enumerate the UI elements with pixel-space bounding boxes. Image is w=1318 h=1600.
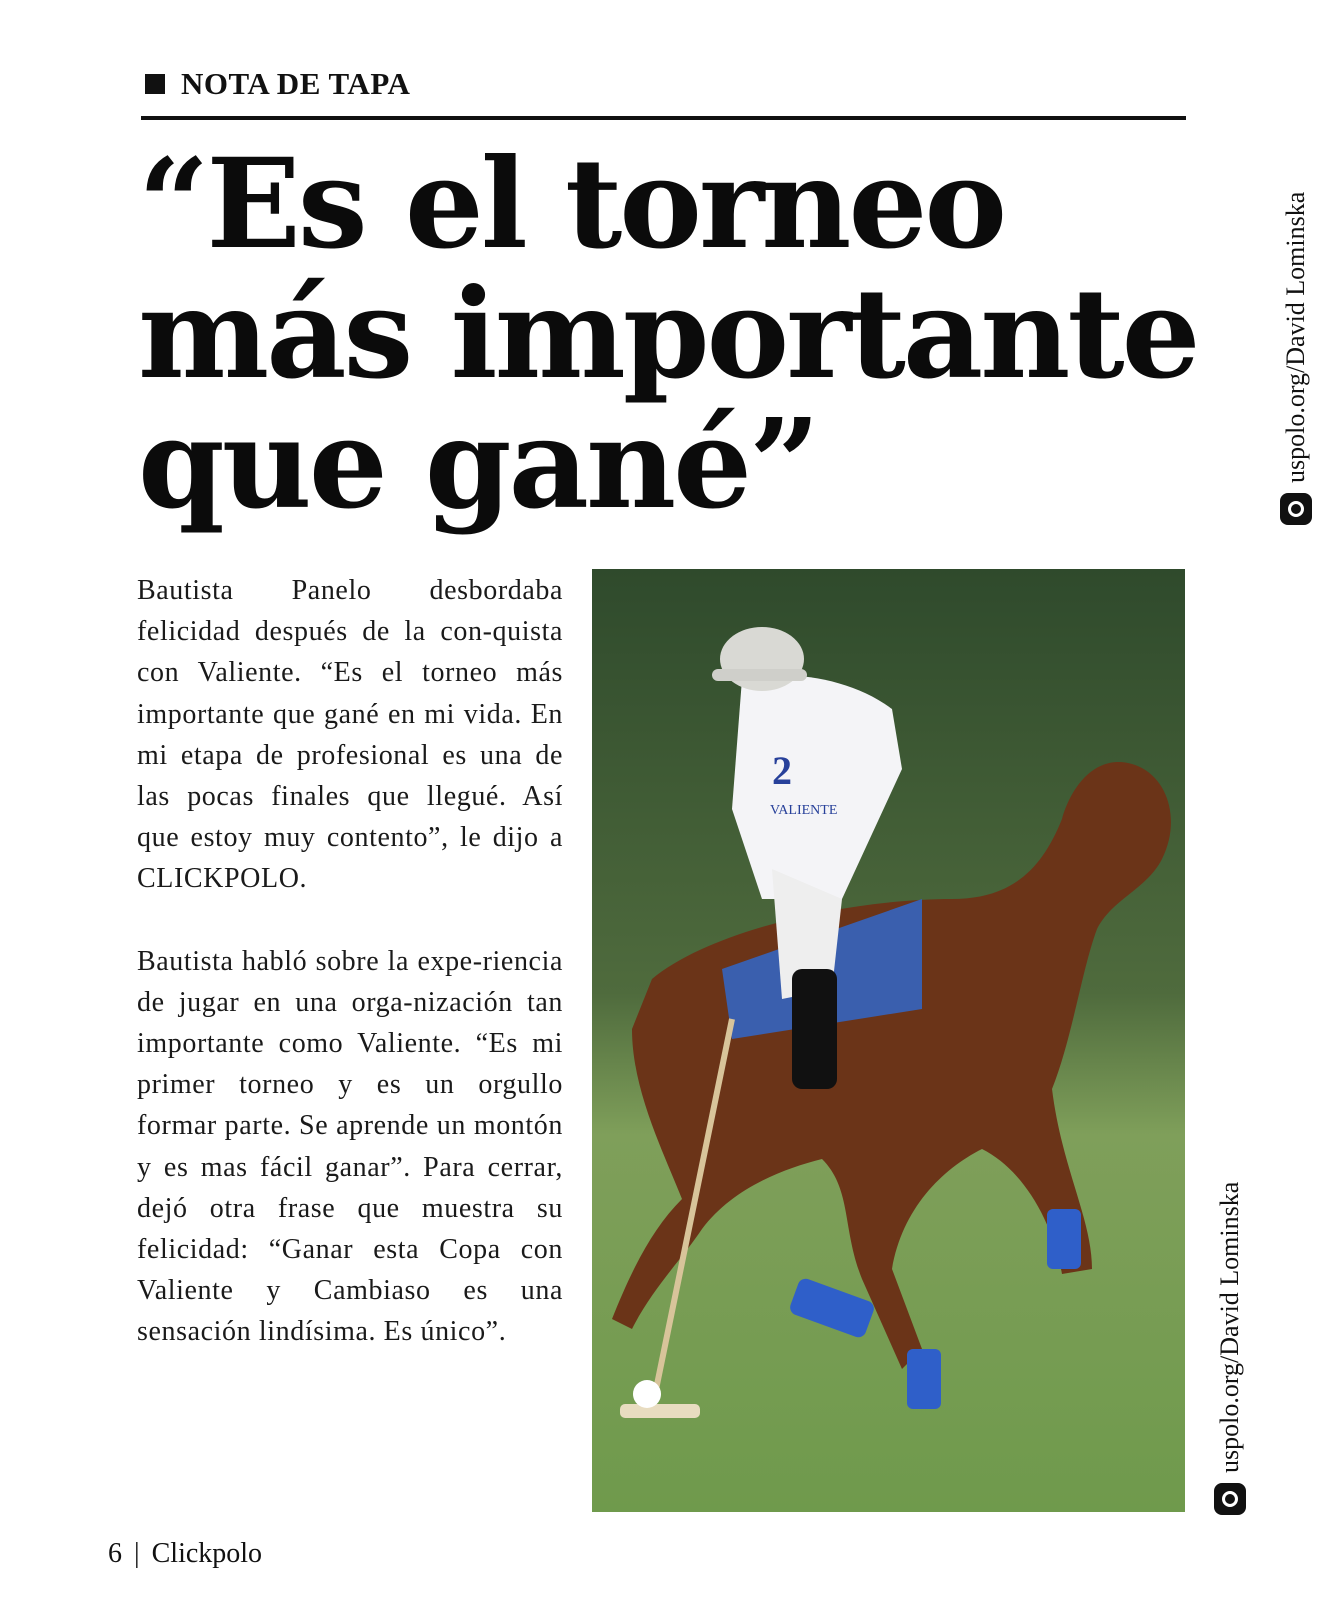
header-rule (141, 116, 1186, 120)
headline-line-1: “Es el torneo (138, 132, 1005, 277)
jersey-number: 2 (772, 748, 792, 793)
photo-credit-bottom (1214, 1182, 1246, 1515)
jersey-brand: VALIENTE (770, 803, 838, 818)
photo-credit-text: uspolo.org/David Lominska (1281, 191, 1310, 483)
article-paragraph-1: Bautista Panelo desbordaba felicidad después de la con-quista con Valiente. “Es el torneo más importante que gané en mi vida. En mi etapa de profesional es una de las pocas finales que llegué. Así que estoy muy contento”, le dijo a CLICKPOLO. (137, 575, 563, 895)
headline-line-2: más importante (138, 262, 1198, 407)
camera-icon (1280, 493, 1312, 525)
headline (138, 132, 1198, 537)
article-body (137, 570, 563, 1353)
article-paragraph-2: Bautista habló sobre la expe-riencia de jugar en una orga-nización tan importante como Valiente. “Es mi primer torneo y es un orgullo formar parte. Se aprende un montón y es mas fácil ganar”. Para cerrar, dejó otra frase que muestra su felicidad: “Ganar esta Copa con Valiente y Cambiaso es una sensación lindísima. Es único”. (137, 945, 563, 1348)
section-label (145, 64, 410, 104)
photo-credit-text: uspolo.org/David Lominska (1215, 1181, 1244, 1473)
footer-separator: | (134, 1538, 140, 1569)
section-label-text: NOTA DE TAPA (181, 66, 411, 101)
page-footer (108, 1538, 262, 1570)
headline-line-3: que gané” (138, 392, 818, 537)
photo-credit-top (1280, 192, 1312, 525)
page-number: 6 (108, 1538, 122, 1569)
section-square-icon (145, 74, 165, 94)
publication-name: Clickpolo (151, 1538, 263, 1569)
polo-photo (592, 569, 1185, 1512)
camera-icon (1214, 1483, 1246, 1515)
